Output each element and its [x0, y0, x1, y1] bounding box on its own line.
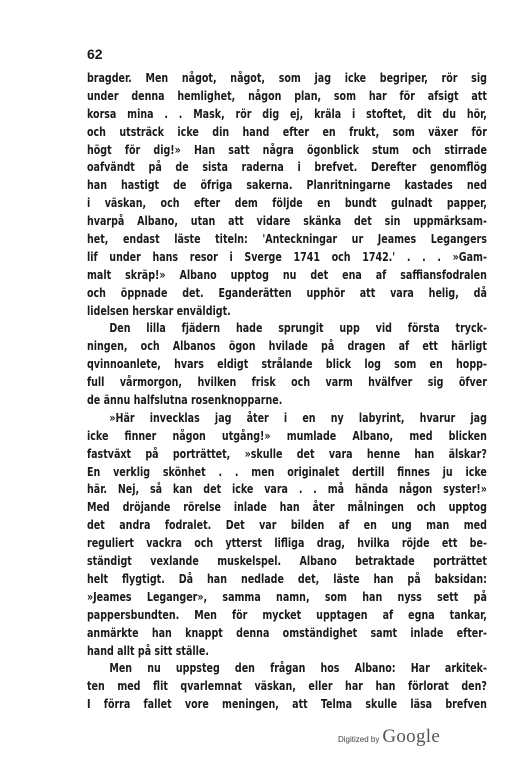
text-line: lidelsen herskar enväldigt.: [87, 303, 231, 318]
text-line: »Här invecklas jag åter i en ny labyrint, hvarur jag: [109, 410, 487, 425]
text-line: icke finner någon utgång!» mumlade Albano, med blicken: [87, 428, 487, 443]
text-line: »Jeames Leganger», samma namn, som han nyss sett på: [87, 589, 487, 604]
text-line: och öppnade det. Eganderätten upphör att vara helig, då: [87, 285, 487, 300]
text-line: bragder. Men något, något, som jag icke begriper, rör sig: [87, 71, 487, 85]
text-line: anmärkte han knappt denna omständighet samt inlade efter-: [87, 625, 487, 640]
text-line: lif under hans resor i Sverge 1741 och 1742.' . . . »Gam-: [87, 249, 487, 264]
text-line: I förra fallet vore meningen, att Telma skulle läsa brefven: [87, 697, 487, 712]
text-line: de ännu halfslutna rosenknopparne.: [87, 393, 283, 408]
google-logo: Google: [382, 726, 441, 747]
text-line: i väskan, och efter dem följde en bundt gulnadt papper,: [87, 196, 487, 211]
text-line: han hastigt de öfriga sakerna. Planritningarne kastades ned: [87, 178, 487, 193]
text-line: Med dröjande rörelse inlade han åter målningen och upptog: [87, 500, 487, 515]
text-line: ten med flit qvarlemnat väskan, eller har han förlorat den?: [87, 679, 487, 694]
text-line: En verklig skönhet . . men originalet dertill finnes ju icke: [87, 464, 487, 479]
text-line: hand allt på sitt ställe.: [87, 643, 209, 658]
body-text: [87, 70, 487, 714]
text-line: oafvändt på de sista raderna i brefvet. Derefter genomflög: [87, 160, 487, 175]
text-line: här. Nej, så kan det icke vara . . må hända någon syster!»: [87, 482, 487, 497]
text-line: det andra fodralet. Det var bilden af en ung man med: [87, 518, 487, 533]
page-number: 62: [87, 46, 103, 62]
digitized-by-footer: [338, 726, 440, 748]
text-line: ständigt vexlande muskelspel. Albano betraktade porträttet: [87, 554, 487, 569]
text-line: malt skräp!» Albano upptog nu det ena af saffiansfodralen: [87, 267, 487, 282]
text-line: Den lilla fjädern hade sprungit upp vid första tryck-: [109, 321, 487, 336]
text-line: het, endast läste titeln: 'Anteckningar ur Jeames Legangers: [87, 232, 487, 247]
text-line: helt flygtigt. Då han nedlade det, läste han på baksidan:: [87, 571, 487, 586]
text-line: korsa mina . . Mask, rör dig ej, kräla i stoftet, dit du hör,: [87, 106, 487, 121]
text-line: fastväxt på porträttet, »skulle det vara henne han älskar?: [87, 446, 487, 461]
text-line: pappersbundten. Men för mycket upptagen af egna tankar,: [87, 607, 487, 622]
text-line: reguliert vackra och ytterst lifliga drag, hvilka röjde ett be-: [87, 536, 487, 551]
digitized-by-label: Digitized by: [338, 735, 380, 744]
text-line: Men nu uppsteg den frågan hos Albano: Har arkitek-: [109, 661, 487, 676]
text-line: ningen, och Albanos ögon hvilade på dragen af ett härligt: [87, 339, 487, 354]
text-line: högt för dig!» Han satt några ögonblick stum och stirrade: [87, 142, 487, 157]
text-line: hvarpå Albano, utan att vidare skänka det sin uppmärksam-: [87, 214, 487, 229]
text-line: full vårmorgon, hvilken frisk och varm hvälfver sig öfver: [87, 375, 487, 390]
text-line: qvinnoanlete, hvars eldigt strålande blick log som en hopp-: [87, 357, 487, 372]
text-line: under denna hemlighet, någon plan, som har för afsigt att: [87, 88, 487, 103]
text-line: och utsträck icke din hand efter en frukt, som växer för: [87, 124, 487, 139]
